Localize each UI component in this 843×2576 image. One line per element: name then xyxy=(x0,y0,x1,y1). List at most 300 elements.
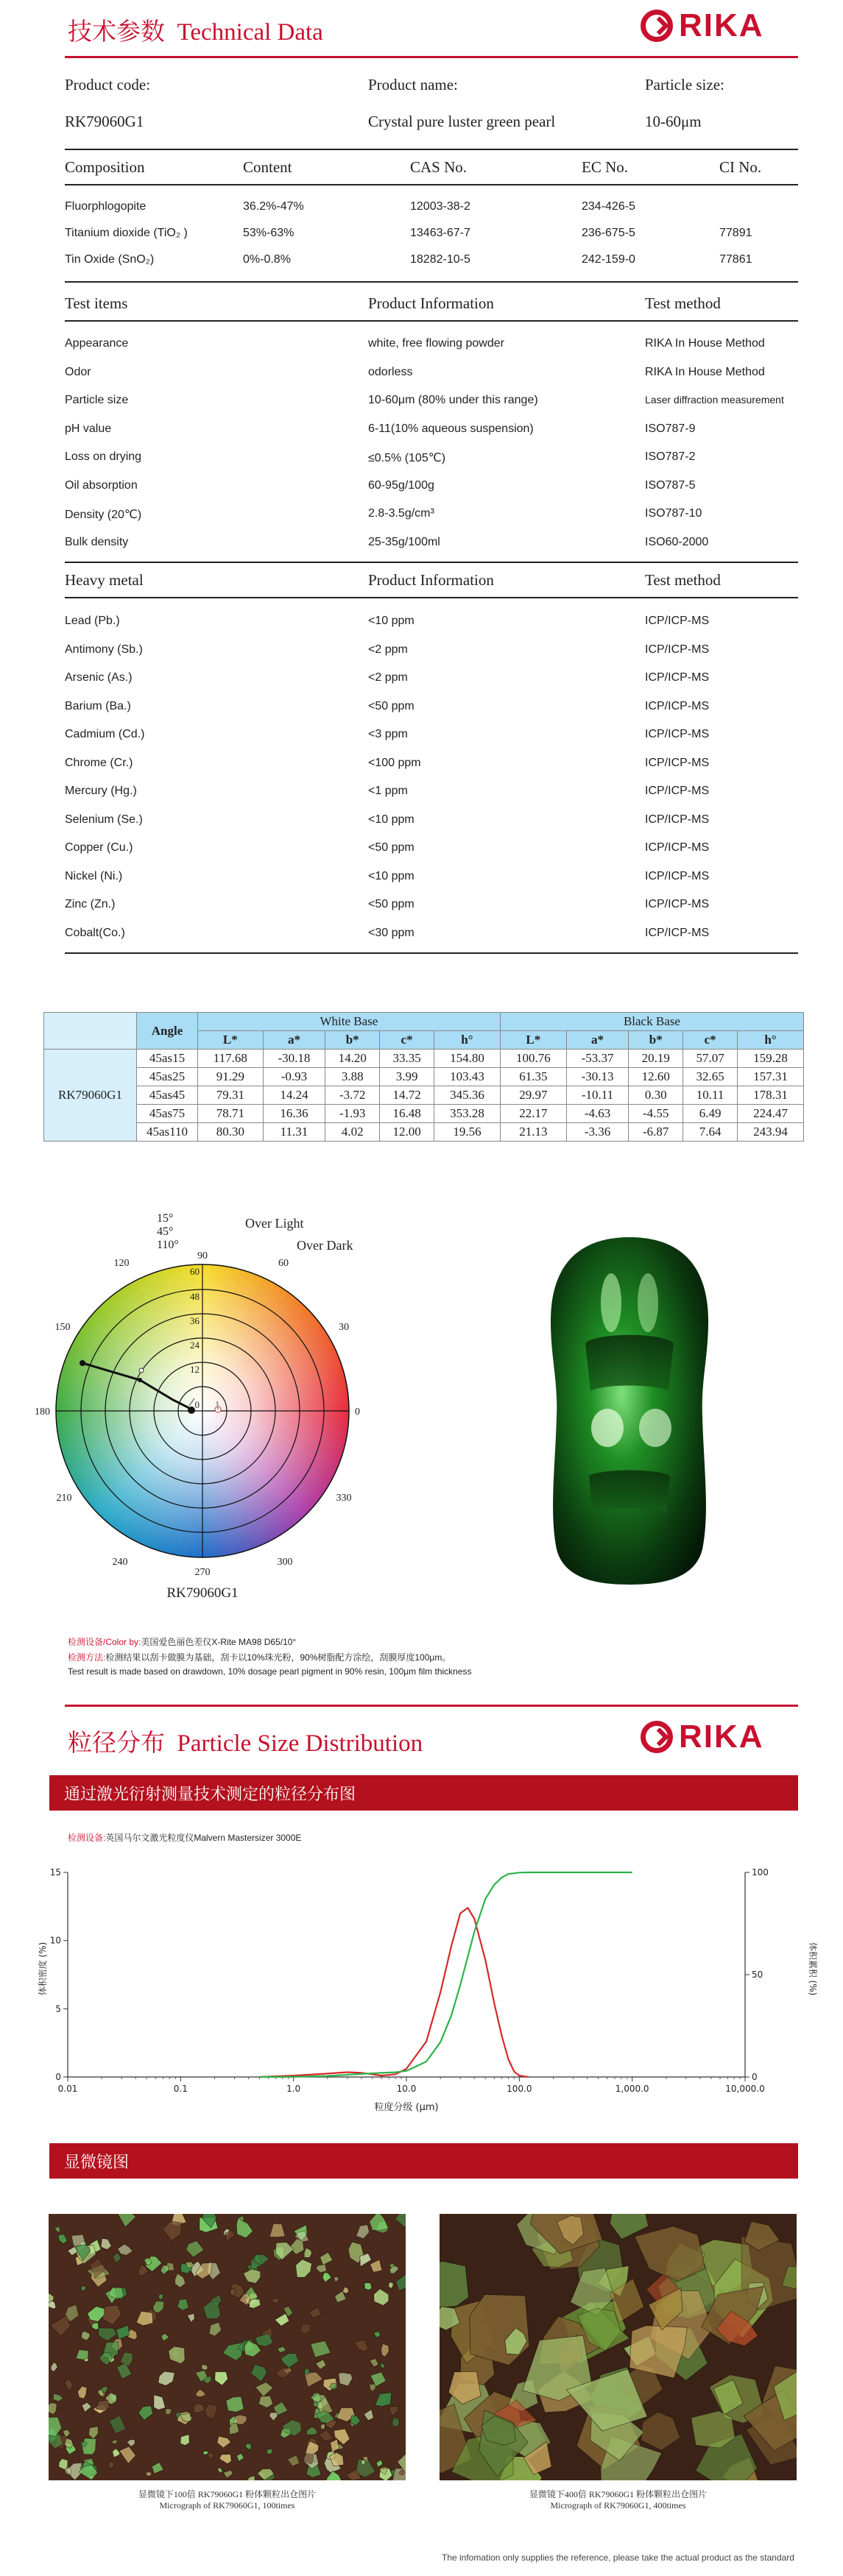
rika-logo-icon xyxy=(641,10,673,42)
data-link xyxy=(217,1401,218,1409)
pearl-flake xyxy=(209,2322,222,2336)
value-cell: 117.68 xyxy=(198,1050,264,1068)
heavy-method-header: Test method xyxy=(645,571,721,589)
psd-series xyxy=(260,1872,632,2077)
micrograph-100x xyxy=(49,2214,406,2480)
value-cell: 12.60 xyxy=(629,1068,683,1086)
degree-label-90: 90 xyxy=(197,1250,208,1262)
heavy-metal-header: Heavy metal xyxy=(65,571,144,589)
composition-cell: 236-675-5 xyxy=(582,227,635,239)
pearl-flake xyxy=(311,2340,331,2357)
angle-cell: 45as45 xyxy=(137,1086,198,1105)
angle-cell: 45as25 xyxy=(137,1068,198,1086)
pearl-flake xyxy=(50,2315,71,2336)
pearl-flake xyxy=(229,2424,239,2435)
table-row xyxy=(44,1086,804,1105)
angle-cell: 45as15 xyxy=(137,1050,198,1068)
volume-density-line xyxy=(260,1908,529,2077)
x-tick-label: 0.1 xyxy=(173,2084,188,2094)
test-info: 2.8-3.5g/cm³ xyxy=(368,507,434,520)
value-cell: 10.11 xyxy=(683,1086,738,1105)
pearl-flake xyxy=(113,2449,120,2458)
pearl-flake xyxy=(243,2269,260,2284)
y-tick-label-right: 50 xyxy=(752,1970,763,1980)
psd-title xyxy=(68,1724,423,1758)
degree-label-150: 150 xyxy=(54,1322,71,1333)
y-tick-label-left: 0 xyxy=(55,2072,61,2082)
x-tick-label: 100.0 xyxy=(507,2084,532,2094)
cas-header: CAS No. xyxy=(410,158,468,176)
product-name-label: Product name: xyxy=(368,76,458,93)
device-label-red: 检测设备: xyxy=(68,1833,106,1843)
color-polar-chart xyxy=(29,1207,442,1604)
micro-caption-1 xyxy=(49,2488,406,2511)
value-cell: 103.43 xyxy=(434,1068,501,1086)
pearl-flake xyxy=(205,2404,217,2419)
pearl-flake xyxy=(307,2427,318,2435)
data-point xyxy=(188,1406,195,1414)
over-light-label: Over Light xyxy=(245,1216,304,1231)
value-cell: 20.19 xyxy=(629,1050,683,1068)
test-info: odorless xyxy=(368,365,413,378)
pearl-flake xyxy=(99,2352,113,2365)
heavy-method: ICP/ICP-MS xyxy=(645,671,710,684)
composition-cell: 234-426-5 xyxy=(582,200,635,213)
heavy-method: ICP/ICP-MS xyxy=(645,756,710,769)
rika-logo-text: RIKA xyxy=(679,7,764,43)
composition-cell: 12003-38-2 xyxy=(410,200,470,213)
value-cell: 78.71 xyxy=(198,1105,264,1123)
pearl-flake xyxy=(334,2276,339,2282)
pearl-flake xyxy=(158,2371,175,2386)
black-base-header: Black Base xyxy=(500,1013,803,1031)
pearl-flake xyxy=(287,2455,299,2466)
pearl-flake xyxy=(127,2440,135,2447)
pearl-flake xyxy=(146,2471,152,2476)
caption-cn: 显微镜下400倍 RK79060G1 粉体颗粒出仓图片 xyxy=(529,2489,708,2499)
pearl-flake xyxy=(112,2440,118,2445)
value-cell: 22.17 xyxy=(500,1105,566,1123)
content-header: Content xyxy=(243,158,292,176)
heavy-info-header: Product Information xyxy=(368,571,494,589)
pearl-flake xyxy=(77,2386,87,2399)
test-item: Appearance xyxy=(65,337,129,350)
pearl-flake xyxy=(163,2221,183,2241)
pearl-flake xyxy=(370,2359,378,2368)
heavy-info: <100 ppm xyxy=(368,756,421,769)
degree-label-180: 180 xyxy=(35,1406,50,1418)
psd-chart xyxy=(29,1855,825,2127)
value-cell: -30.13 xyxy=(566,1068,629,1086)
value-cell: 12.00 xyxy=(380,1123,434,1142)
pearl-flake xyxy=(169,2346,185,2364)
rule xyxy=(65,281,798,283)
data-point xyxy=(138,1378,142,1382)
x-tick-label: 10,000.0 xyxy=(725,2084,765,2094)
pearl-flake xyxy=(641,2412,680,2450)
column-header: b* xyxy=(325,1031,380,1050)
data-point xyxy=(139,1368,144,1373)
rika-logo-icon xyxy=(641,1721,673,1753)
psd-title-en: Particle Size Distribution xyxy=(177,1730,423,1757)
pearl-flake xyxy=(269,2223,285,2237)
heavy-method: ICP/ICP-MS xyxy=(645,841,710,854)
car-body xyxy=(551,1237,708,1585)
composition-cell: 0%-0.8% xyxy=(243,253,291,266)
pearl-flake xyxy=(255,2382,273,2397)
pearl-flake xyxy=(389,2282,393,2289)
value-cell: 57.07 xyxy=(683,1050,738,1068)
heavy-item: Barium (Ba.) xyxy=(65,699,131,712)
title-en: Technical Data xyxy=(177,19,323,46)
composition-header: Composition xyxy=(65,158,145,176)
test-item: pH value xyxy=(65,422,112,435)
pearl-flake xyxy=(370,2260,383,2272)
column-header: a* xyxy=(566,1031,629,1050)
heavy-info: <50 ppm xyxy=(368,898,415,910)
value-cell: 7.64 xyxy=(683,1123,738,1142)
composition-cell: 53%-63% xyxy=(243,227,294,239)
ring-label: 60 xyxy=(190,1266,200,1277)
pearl-flake xyxy=(319,2430,334,2441)
note-line-2 xyxy=(68,1651,451,1663)
data-point xyxy=(80,1360,85,1366)
column-header: h° xyxy=(434,1031,501,1050)
y-tick-label-left: 5 xyxy=(55,2003,61,2014)
heavy-item: Copper (Cu.) xyxy=(65,841,133,854)
pearl-flake xyxy=(381,2343,389,2357)
car-highlight xyxy=(591,1409,624,1447)
heavy-method: ICP/ICP-MS xyxy=(645,699,710,712)
pearl-flake xyxy=(374,2289,389,2306)
heavy-info: <30 ppm xyxy=(368,926,415,939)
product-name: Crystal pure luster green pearl xyxy=(368,113,556,130)
angle-cell: 45as75 xyxy=(137,1105,198,1123)
pearl-flake xyxy=(375,2393,391,2407)
heavy-method: ICP/ICP-MS xyxy=(645,615,710,627)
pearl-flake xyxy=(226,2396,244,2412)
pearl-flake xyxy=(80,2285,86,2291)
pearl-flake xyxy=(267,2449,272,2455)
pearl-flake xyxy=(53,2393,63,2402)
value-cell: 353.28 xyxy=(434,1105,501,1123)
test-info: white, free flowing powder xyxy=(368,337,504,350)
caption-en: Micrograph of RK79060G1, 100times xyxy=(159,2500,295,2510)
psd-xlabel: 粒度分级 (μm) xyxy=(374,2102,439,2113)
micrograph-400x xyxy=(440,2214,797,2480)
test-method: ISO60-2000 xyxy=(645,535,709,548)
value-cell: 3.88 xyxy=(325,1068,380,1086)
legend-15: 15° xyxy=(157,1212,174,1225)
rule xyxy=(65,597,798,598)
heavy-method: ICP/ICP-MS xyxy=(645,898,710,910)
psd-title-cn: 粒径分布 xyxy=(68,1730,165,1757)
pearl-flake xyxy=(89,2427,99,2439)
value-cell: 3.99 xyxy=(380,1068,434,1086)
micro-caption-2 xyxy=(440,2488,797,2511)
value-cell: -10.11 xyxy=(566,1086,629,1105)
value-cell: -30.18 xyxy=(263,1050,325,1068)
particle-size-label: Particle size: xyxy=(645,76,724,93)
angle-header: Angle xyxy=(137,1013,198,1050)
pearl-flake xyxy=(194,2403,205,2413)
test-item: Particle size xyxy=(65,394,129,406)
note-label-red: 检测方法: xyxy=(68,1652,106,1663)
ring-label: 36 xyxy=(190,1315,200,1326)
composition-cell: 77861 xyxy=(719,253,752,266)
pearl-flake xyxy=(356,2225,370,2239)
rika-logo-text: RIKA xyxy=(679,1719,764,1755)
pearl-flake xyxy=(116,2325,130,2339)
ring-label: 0 xyxy=(194,1399,200,1410)
note-text: 美国爱色丽色差仪X-Rite MA98 D65/10° xyxy=(141,1637,297,1647)
rule xyxy=(65,562,798,563)
composition-cell: 13463-67-7 xyxy=(410,227,470,239)
value-cell: -1.93 xyxy=(325,1105,380,1123)
note-line-3: Test result is made based on drawdown, 10% dosage pearl pigment in 90% resin, 100μm film thickness xyxy=(68,1666,472,1677)
car-highlight xyxy=(638,1273,658,1332)
ring-label: 48 xyxy=(190,1291,200,1302)
value-cell: 6.49 xyxy=(683,1105,738,1123)
caption-cn: 显微镜下100倍 RK79060G1 粉体颗粒出仓图片 xyxy=(138,2489,317,2499)
pearl-flake xyxy=(320,2252,333,2265)
pearl-flake xyxy=(58,2234,68,2244)
pearl-flake xyxy=(64,2379,74,2391)
pearl-flake xyxy=(82,2331,91,2340)
test-method-header: Test method xyxy=(645,294,721,312)
car-rear-window xyxy=(589,1471,670,1513)
rule xyxy=(65,320,798,322)
pearl-flake xyxy=(281,2354,299,2368)
pearl-flake xyxy=(316,2360,326,2369)
table-row xyxy=(44,1123,804,1142)
test-item: Loss on drying xyxy=(65,450,142,463)
cumulative-volume-line xyxy=(260,1872,632,2077)
heavy-info: <10 ppm xyxy=(368,615,415,627)
pearl-flake xyxy=(236,2218,253,2238)
value-cell: -53.37 xyxy=(566,1050,629,1068)
heavy-method: ICP/ICP-MS xyxy=(645,785,710,797)
degree-label-210: 210 xyxy=(56,1493,72,1504)
test-info: ≤0.5% (105℃) xyxy=(368,452,446,464)
y-tick-label-left: 10 xyxy=(49,1935,61,1946)
rule xyxy=(65,952,798,954)
title-cn: 技术参数 xyxy=(68,19,165,46)
pearl-flake xyxy=(98,2328,117,2341)
rule xyxy=(65,184,798,185)
product-code-label: Product code: xyxy=(65,76,151,93)
psd-banner: 通过激光衍射测量技术测定的粒径分布图 xyxy=(49,1775,798,1811)
pearl-flake xyxy=(233,2415,247,2424)
pearl-flake xyxy=(223,2470,233,2478)
heavy-item: Selenium (Se.) xyxy=(65,813,143,826)
product-code: RK79060G1 xyxy=(65,113,144,130)
test-method: RIKA In House Method xyxy=(645,337,765,350)
pearl-flake xyxy=(258,2396,273,2407)
x-tick-label: 10.0 xyxy=(396,2084,417,2094)
pearl-flake xyxy=(158,2294,163,2300)
heavy-info: <10 ppm xyxy=(368,813,415,826)
column-header: L* xyxy=(198,1031,264,1050)
heavy-item: Mercury (Hg.) xyxy=(65,785,137,797)
ec-header: EC No. xyxy=(582,158,628,176)
column-header: c* xyxy=(683,1031,738,1050)
test-info: 25-35g/100ml xyxy=(368,535,440,548)
rika-logo xyxy=(641,7,764,44)
note-label-red: 检测设备/Color by: xyxy=(68,1637,141,1647)
composition-cell: 77891 xyxy=(719,227,752,239)
value-cell: 14.20 xyxy=(325,1050,380,1068)
pearl-flake xyxy=(325,2471,342,2480)
column-header: b* xyxy=(629,1031,683,1050)
pearl-flake xyxy=(217,2436,231,2448)
heavy-item: Nickel (Ni.) xyxy=(65,869,123,882)
pearl-flake xyxy=(392,2417,399,2426)
composition-cell: 242-159-0 xyxy=(582,253,635,266)
value-cell: 16.48 xyxy=(380,1105,434,1123)
pearl-flake xyxy=(304,2368,310,2375)
value-cell: 79.31 xyxy=(198,1086,264,1105)
value-cell: -4.55 xyxy=(629,1105,683,1123)
pearl-flake xyxy=(161,2334,169,2341)
rule xyxy=(65,149,798,150)
device-text: 英国马尔文激光粒度仪Malvern Mastersizer 3000E xyxy=(105,1833,302,1843)
composition-cell: Fluorphlogopite xyxy=(65,200,147,213)
value-cell: -6.87 xyxy=(629,1123,683,1142)
degree-label-60: 60 xyxy=(278,1258,289,1269)
pearl-flake xyxy=(118,2244,133,2255)
color-table xyxy=(43,1012,804,1142)
heavy-method: ICP/ICP-MS xyxy=(645,643,710,656)
value-cell: 157.31 xyxy=(738,1068,804,1086)
pearl-flake xyxy=(51,2363,57,2372)
value-cell: 14.24 xyxy=(263,1086,325,1105)
pearl-flake xyxy=(154,2395,166,2410)
value-cell: -4.63 xyxy=(566,1105,629,1123)
column-header: L* xyxy=(500,1031,566,1050)
pearl-flake xyxy=(322,2273,331,2283)
pearl-flake xyxy=(316,2264,326,2273)
rika-logo xyxy=(641,1719,764,1755)
pearl-flake xyxy=(165,2409,172,2415)
value-cell: 11.31 xyxy=(263,1123,325,1142)
value-cell: 19.56 xyxy=(434,1123,501,1142)
car-highlight xyxy=(639,1409,671,1447)
composition-cell: 18282-10-5 xyxy=(410,253,470,266)
legend-110: 110° xyxy=(157,1239,179,1251)
pearl-flake xyxy=(109,2416,126,2434)
y-tick-label-left: 15 xyxy=(49,1867,61,1878)
pearl-flake xyxy=(177,2299,188,2311)
table-cell xyxy=(44,1013,137,1050)
value-cell: 4.02 xyxy=(325,1123,380,1142)
pearl-flake xyxy=(96,2400,110,2410)
test-method: ISO787-10 xyxy=(645,507,702,520)
value-cell: 159.28 xyxy=(738,1050,804,1068)
value-cell: 80.30 xyxy=(198,1123,264,1142)
pearl-flake xyxy=(269,2413,278,2421)
table-row xyxy=(44,1050,804,1068)
pearl-flake xyxy=(245,2444,251,2450)
value-cell: 29.97 xyxy=(500,1086,566,1105)
column-header: a* xyxy=(263,1031,325,1050)
particle-size: 10-60μm xyxy=(645,113,702,130)
polar-sample-label: RK79060G1 xyxy=(166,1585,239,1601)
pearl-flake xyxy=(236,2453,244,2461)
page-title xyxy=(68,13,323,47)
pearl-flake xyxy=(82,2402,91,2412)
pearl-flake xyxy=(364,2283,372,2290)
pearl-flake xyxy=(470,2294,529,2365)
value-cell: 154.80 xyxy=(434,1050,501,1068)
pearl-flake xyxy=(186,2241,204,2257)
y-tick-label-right: 0 xyxy=(752,2072,758,2082)
degree-label-330: 330 xyxy=(336,1493,352,1504)
value-cell: 243.94 xyxy=(738,1123,804,1142)
pearl-flake xyxy=(161,2265,169,2275)
pearl-flake xyxy=(308,2307,320,2318)
pearl-flake xyxy=(152,2462,163,2474)
white-base-header: White Base xyxy=(198,1013,501,1031)
test-info: 10-60μm (80% under this range) xyxy=(368,394,538,406)
footer-note: The infomation only supplies the reference, please take the actual product as the standard xyxy=(442,2552,794,2563)
heavy-info: <2 ppm xyxy=(368,671,408,684)
pearl-flake xyxy=(389,2406,398,2416)
value-cell: 16.36 xyxy=(263,1105,325,1123)
pearl-flake xyxy=(303,2455,314,2465)
test-info: 60-95g/100g xyxy=(368,478,434,492)
test-item: Oil absorption xyxy=(65,478,138,492)
x-tick-label: 0.01 xyxy=(57,2084,78,2094)
degree-label-300: 300 xyxy=(277,1557,293,1568)
test-info: 6-11(10% aqueous suspension) xyxy=(368,422,534,435)
pearl-flake xyxy=(108,2461,114,2469)
pearl-flake xyxy=(180,2435,189,2446)
column-header: h° xyxy=(738,1031,804,1050)
value-cell: 32.65 xyxy=(683,1068,738,1086)
heavy-item: Arsenic (As.) xyxy=(65,671,133,684)
note-line-1 xyxy=(68,1635,296,1648)
car-windshield xyxy=(585,1335,674,1391)
pearl-flake xyxy=(396,2273,406,2291)
pearl-flake xyxy=(276,2367,291,2378)
test-method: ISO787-9 xyxy=(645,422,696,435)
pearl-flake xyxy=(215,2371,228,2385)
pearl-flake xyxy=(380,2363,386,2368)
test-item: Bulk density xyxy=(65,535,129,548)
table-row xyxy=(44,1105,804,1123)
pearl-flake xyxy=(339,2373,353,2386)
heavy-info: <10 ppm xyxy=(368,869,415,882)
pearl-flake xyxy=(277,2346,286,2352)
test-item: Odor xyxy=(65,365,91,378)
test-item: Density (20℃) xyxy=(65,509,142,521)
psd-ylabel-left: 体积密度 (%) xyxy=(38,1942,48,1996)
heavy-info: <50 ppm xyxy=(368,841,415,854)
heavy-method: ICP/ICP-MS xyxy=(645,869,710,882)
value-cell: 178.31 xyxy=(738,1086,804,1105)
pearl-flake xyxy=(376,2460,383,2467)
heavy-info: <3 ppm xyxy=(368,728,408,740)
test-info-header: Product Information xyxy=(368,294,494,312)
ci-header: CI No. xyxy=(719,158,762,176)
pearl-flake xyxy=(136,2311,153,2326)
car-sample-image xyxy=(545,1233,714,1586)
heavy-item: Zinc (Zn.) xyxy=(65,898,116,910)
angle-cell: 45as110 xyxy=(137,1123,198,1142)
pearl-flake xyxy=(343,2287,349,2294)
pearl-flake xyxy=(49,2417,62,2436)
